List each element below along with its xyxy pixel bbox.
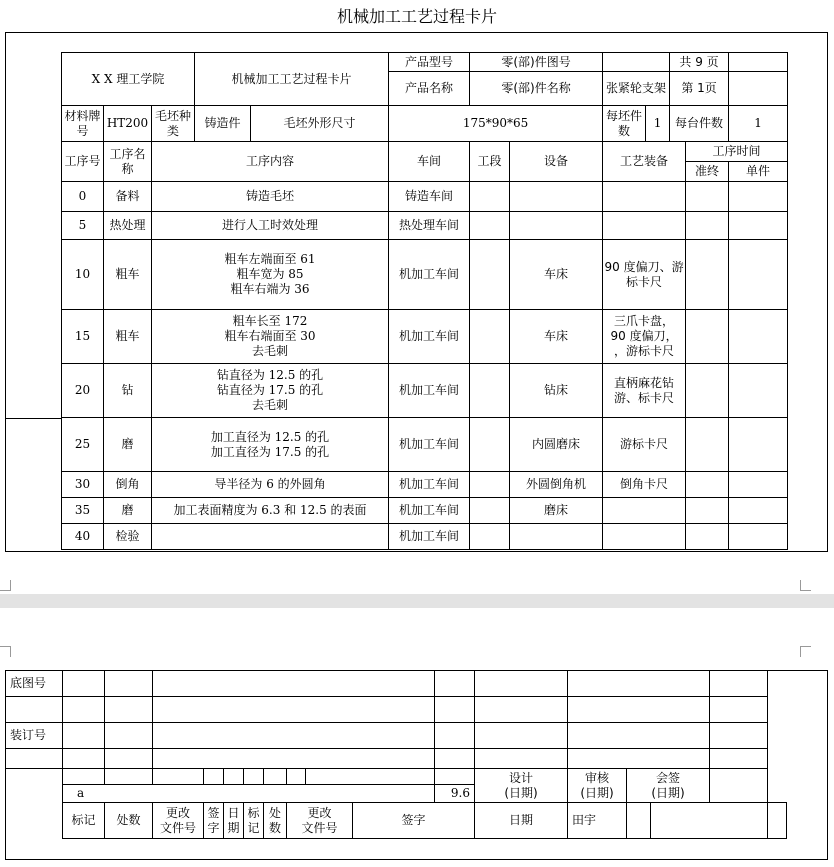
col-equipment: 设备: [510, 142, 603, 182]
op-content: 加工直径为 12.5 的孔 加工直径为 17.5 的孔: [152, 418, 389, 472]
op-number: 15: [62, 310, 104, 364]
op-tooling: 90 度偏刀、游标卡尺: [603, 240, 686, 310]
page-number: 第 1页: [670, 72, 729, 106]
blank-size-label: 毛坯外形尺寸: [251, 106, 389, 142]
col-op-no: 工序号: [62, 142, 104, 182]
part-name-value: 张紧轮支架: [603, 72, 670, 106]
op-workshop: 机加工车间: [389, 418, 470, 472]
col-op-name: 工序名称: [104, 142, 152, 182]
op-content: 导半径为 6 的外圆角: [152, 472, 389, 498]
op-prep-time: [686, 240, 729, 310]
op-prep-time: [686, 472, 729, 498]
op-section: [470, 498, 510, 524]
card-name: 机械加工工艺过程卡片: [195, 53, 389, 106]
op-workshop: 机加工车间: [389, 472, 470, 498]
op-prep-time: [686, 182, 729, 212]
operation-row: [62, 212, 788, 240]
op-unit-time: [729, 212, 788, 240]
col-tooling: 工艺装备: [603, 142, 686, 182]
op-prep-time: [686, 498, 729, 524]
material-value: HT200: [104, 106, 152, 142]
op-name: 钻: [104, 364, 152, 418]
per-blank-label: 每坯件数: [603, 106, 646, 142]
design-label: 设计 (日期): [475, 769, 568, 803]
op-unit-time: [729, 310, 788, 364]
op-content: 进行人工时效处理: [152, 212, 389, 240]
corner-mark: [800, 580, 811, 591]
op-equipment: [510, 524, 603, 550]
value-9-6: 9.6: [435, 785, 475, 803]
op-workshop: 热处理车间: [389, 212, 470, 240]
sign-label: 签 字: [204, 803, 224, 839]
op-prep-time: [686, 212, 729, 240]
signoff-table: [5, 670, 787, 859]
col-prep: 准终: [686, 162, 729, 182]
designer-name: 田宇: [568, 803, 627, 839]
operation-rows: [62, 182, 788, 550]
mark-label: 标记: [63, 803, 105, 839]
operation-row: [62, 310, 788, 364]
op-tooling: 直柄麻花钻游、标卡尺: [603, 364, 686, 418]
base-drawing-label: 底图号: [6, 671, 63, 697]
op-prep-time: [686, 364, 729, 418]
op-number: 20: [62, 364, 104, 418]
op-number: 30: [62, 472, 104, 498]
corner-mark: [800, 646, 811, 657]
operation-row: [62, 472, 788, 498]
op-unit-time: [729, 418, 788, 472]
op-prep-time: [686, 524, 729, 550]
school-name: X X 理工学院: [62, 53, 195, 106]
op-name: 倒角: [104, 472, 152, 498]
op-unit-time: [729, 498, 788, 524]
op-equipment: [510, 212, 603, 240]
op-workshop: 机加工车间: [389, 364, 470, 418]
op-name: 备料: [104, 182, 152, 212]
op-number: 25: [62, 418, 104, 472]
date-short-label: 日 期: [224, 803, 244, 839]
binding-label: 装订号: [6, 723, 63, 749]
col-unit: 单件: [729, 162, 788, 182]
blank-type-label: 毛坯种类: [152, 106, 195, 142]
col-content: 工序内容: [152, 142, 389, 182]
op-section: [470, 472, 510, 498]
page-gap: [0, 594, 834, 608]
op-content: 粗车左端面至 61 粗车宽为 85 粗车右端为 36: [152, 240, 389, 310]
operation-row: [62, 364, 788, 418]
op-section: [470, 240, 510, 310]
op-number: 5: [62, 212, 104, 240]
op-equipment: 钻床: [510, 364, 603, 418]
op-section: [470, 418, 510, 472]
op-tooling: [603, 182, 686, 212]
date-label: 日期: [475, 803, 568, 839]
op-unit-time: [729, 472, 788, 498]
op-unit-time: [729, 240, 788, 310]
left-margin-line: [5, 418, 62, 419]
change-doc2-label: 更改 文件号: [287, 803, 353, 839]
change-doc-label: 更改 文件号: [153, 803, 204, 839]
op-name: 粗车: [104, 310, 152, 364]
product-model-label: 产品型号: [389, 53, 470, 72]
op-content: 钻直径为 12.5 的孔 钻直径为 17.5 的孔 去毛刺: [152, 364, 389, 418]
op-workshop: 铸造车间: [389, 182, 470, 212]
per-machine-label: 每台件数: [670, 106, 729, 142]
header-blank-1: [729, 53, 788, 72]
op-number: 35: [62, 498, 104, 524]
op-content: [152, 524, 389, 550]
op-tooling: [603, 524, 686, 550]
blank-type-value: 铸造件: [195, 106, 251, 142]
mark2-label: 标 记: [244, 803, 264, 839]
op-section: [470, 310, 510, 364]
op-equipment: [510, 182, 603, 212]
count-label: 处数: [105, 803, 153, 839]
operation-row: [62, 418, 788, 472]
op-unit-time: [729, 524, 788, 550]
col-workshop: 车间: [389, 142, 470, 182]
op-equipment: 外圆倒角机: [510, 472, 603, 498]
op-section: [470, 182, 510, 212]
col-section: 工段: [470, 142, 510, 182]
document-title: 机械加工工艺过程卡片: [336, 7, 497, 26]
op-content: 铸造毛坯: [152, 182, 389, 212]
corner-mark: [0, 646, 11, 657]
op-number: 40: [62, 524, 104, 550]
signature-label: 签字: [353, 803, 475, 839]
count2-label: 处 数: [264, 803, 287, 839]
total-pages: 共 9 页: [670, 53, 729, 72]
op-unit-time: [729, 364, 788, 418]
op-tooling: 游标卡尺: [603, 418, 686, 472]
operation-row: [62, 498, 788, 524]
op-unit-time: [729, 182, 788, 212]
mark-a: a: [63, 785, 435, 803]
operation-row: [62, 182, 788, 212]
review-label: 审核 (日期): [568, 769, 627, 803]
op-equipment: 车床: [510, 240, 603, 310]
op-name: 热处理: [104, 212, 152, 240]
operation-row: [62, 524, 788, 550]
part-name-label: 零(部)件名称: [470, 72, 603, 106]
op-number: 10: [62, 240, 104, 310]
col-time: 工序时间: [686, 142, 788, 162]
process-card-table: [61, 52, 788, 550]
op-equipment: 车床: [510, 310, 603, 364]
op-equipment: 内圆磨床: [510, 418, 603, 472]
op-tooling: [603, 498, 686, 524]
op-workshop: 机加工车间: [389, 498, 470, 524]
blank-size-value: 175*90*65: [389, 106, 603, 142]
operation-row: [62, 240, 788, 310]
per-blank-value: 1: [646, 106, 670, 142]
header-blank-2: [729, 72, 788, 106]
op-prep-time: [686, 418, 729, 472]
op-prep-time: [686, 310, 729, 364]
op-section: [470, 364, 510, 418]
product-name-label: 产品名称: [389, 72, 470, 106]
per-machine-value: 1: [729, 106, 788, 142]
op-tooling: [603, 212, 686, 240]
op-name: 磨: [104, 418, 152, 472]
op-name: 检验: [104, 524, 152, 550]
op-workshop: 机加工车间: [389, 524, 470, 550]
countersign-label: 会签 (日期): [627, 769, 710, 803]
op-workshop: 机加工车间: [389, 310, 470, 364]
op-name: 粗车: [104, 240, 152, 310]
op-tooling: 三爪卡盘， 90 度偏刀， ，游标卡尺: [603, 310, 686, 364]
part-drawing-value: [603, 53, 670, 72]
op-workshop: 机加工车间: [389, 240, 470, 310]
op-equipment: 磨床: [510, 498, 603, 524]
op-tooling: 倒角卡尺: [603, 472, 686, 498]
op-section: [470, 212, 510, 240]
part-drawing-label: 零(部)件图号: [470, 53, 603, 72]
material-label: 材料牌号: [62, 106, 104, 142]
corner-mark: [0, 580, 11, 591]
op-section: [470, 524, 510, 550]
op-content: 粗车长至 172 粗车右端面至 30 去毛刺: [152, 310, 389, 364]
op-content: 加工表面精度为 6.3 和 12.5 的表面: [152, 498, 389, 524]
page-2: [0, 608, 834, 867]
op-name: 磨: [104, 498, 152, 524]
op-number: 0: [62, 182, 104, 212]
